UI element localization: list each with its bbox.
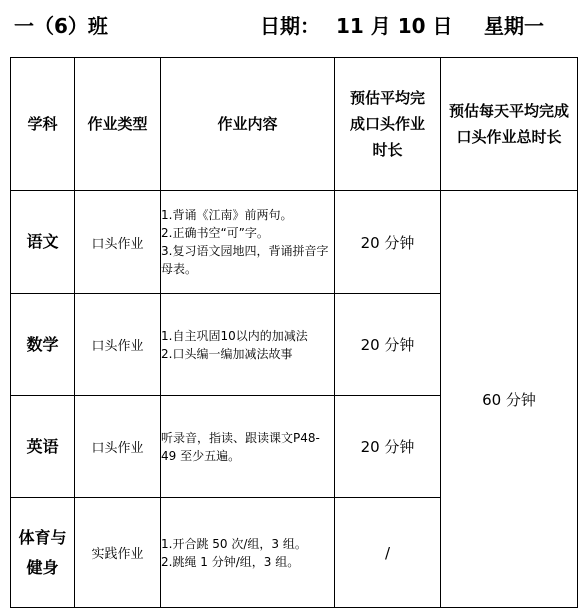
content-line: 2.正确书空“可”字。 [161,226,269,240]
content-cell [161,498,335,608]
content-line: 听录音，指读、跟读课文P48-49 至少五遍。 [161,430,320,463]
content-line: 1.自主巩固10以内的加减法 [161,328,308,343]
type-cell: 口头作业 [75,396,161,498]
date-value: 11 月 10 日 [336,14,453,38]
content-line: 2.跳绳 1 分钟/组，3 组。 [161,554,300,569]
total-duration-cell: 60 分钟 [441,191,578,608]
duration-cell: / [335,498,441,608]
date-label: 日期： [260,14,320,38]
subject-cell: 数学 [11,294,75,396]
duration-cell: 20 分钟 [335,294,441,396]
header-row [11,58,578,191]
content-line: 2.口头编一编加减法故事 [161,346,293,361]
header-total: 预估每天平均完成口头作业总时长 [441,58,578,191]
content-line: 1.背诵《江南》前两句。 [161,208,293,222]
content-cell [161,191,335,294]
subject-cell: 体育与健身 [11,498,75,608]
subject-cell: 英语 [11,396,75,498]
type-cell: 实践作业 [75,498,161,608]
header-content: 作业内容 [161,58,335,191]
type-cell: 口头作业 [75,294,161,396]
content-line: 1.开合跳 50 次/组，3 组。 [161,536,307,551]
weekday: 星期一 [484,14,544,38]
subject-cell: 语文 [11,191,75,294]
class-name: 一（6）班 [14,14,108,38]
header-subject: 学科 [11,58,75,191]
table-row [11,191,578,294]
content-line: 3.复习语文园地四，背诵拼音字母表。 [161,244,329,276]
header-duration: 预估平均完成口头作业时长 [335,58,441,191]
content-cell [161,294,335,396]
content-cell [161,396,335,498]
header-type: 作业类型 [75,58,161,191]
duration-cell: 20 分钟 [335,396,441,498]
type-cell: 口头作业 [75,191,161,294]
homework-table [10,57,578,608]
duration-cell: 20 分钟 [335,191,441,294]
